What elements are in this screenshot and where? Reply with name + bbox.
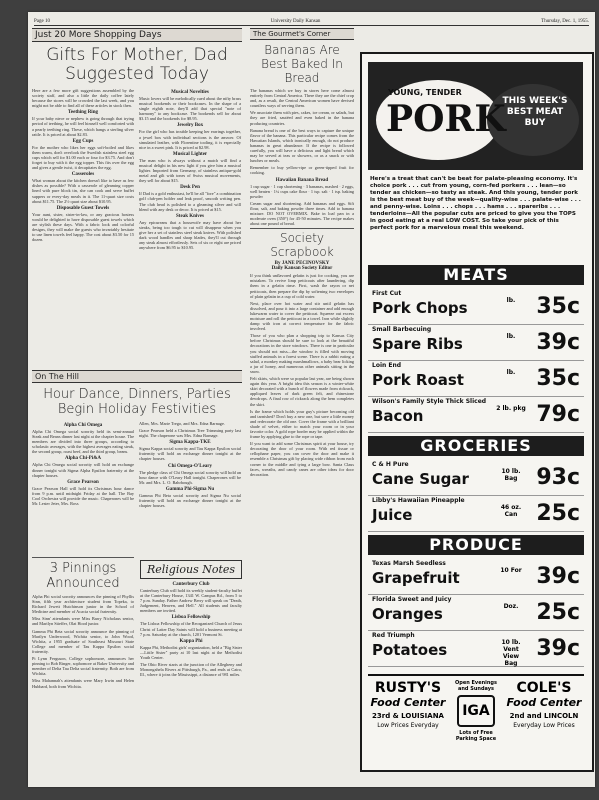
- hill-columns: [32, 421, 242, 510]
- item-unit: lb.: [506, 369, 516, 376]
- paragraph: We associate them with pies, cakes, ice cream, or salads, but they are fried, sautéed and even baked in the banana producing countries.: [250, 110, 354, 126]
- religious-section: [140, 560, 242, 679]
- item-note: Red Triumph: [372, 632, 415, 639]
- item-unit: 10 lb. Vent View Bag: [501, 639, 521, 667]
- item-price: 39c: [536, 564, 580, 589]
- item-name: Pork Chops: [372, 299, 468, 317]
- paragraph: Alpha Chi Omega social sorority will hold an exchange dinner tonight with Sigma Alpha Epsilon fraternity at the chapter houses.: [32, 462, 134, 478]
- subhead: Kappa Phi: [179, 638, 203, 644]
- headline-pork: PORK: [386, 98, 506, 140]
- pork-headline-art: [368, 62, 583, 170]
- store-rustys: [368, 680, 448, 729]
- item-name: Oranges: [372, 605, 443, 623]
- hill-section: [32, 370, 242, 510]
- gifts-columns: [32, 88, 242, 252]
- paragraph: For the girl who has trouble keeping her earrings together, a jewel box with individual sections is the answer. Of simulated leather, with Florentine tooling, it is especially nice in a sweet pink. It is priced at $2.98.: [139, 129, 241, 150]
- item-grapefruit: [368, 558, 584, 595]
- item-unit: 10 For: [500, 567, 522, 574]
- item-cane-sugar: [368, 459, 584, 496]
- shopping-banner: Just 20 More Shopping Days: [32, 28, 242, 42]
- paragraph: Alpha Chi Omega social sorority held its semi-annual Steak and Beans dinner last night at the chapter house. The members are divided into three groups, according to scholastic averages, with the highest averages eating steak, the second group, roast beef, and the third group, beans.: [32, 429, 134, 455]
- byline: By JANE PECINOVSKY: [274, 261, 330, 267]
- item-price: 93c: [536, 465, 580, 490]
- item-note: First Cut: [372, 290, 402, 297]
- page-number: Page 10: [34, 19, 50, 24]
- item-unit: 46 oz. Can: [500, 504, 522, 518]
- paragraph: Banana bread is one of the best ways to capture the unique flavor of the banana. This particular recipe comes from the Hawaiian Islands, which ironically enough, do not produce bananas in great abundance. If the recipe is followed carefully, you will have a delicious and light bread which may be served at teas or showers, or as a snack or with lunches or meals.: [250, 127, 354, 164]
- paragraph: Gamma Phi Beta social sorority and Sigma Nu social fraternity will hold an exchange dinner tonight at the chapter houses.: [139, 492, 241, 509]
- recipe-ingredients: 1 cup sugar · 1 cup shortening · 3 bananas, mashed · 2 eggs, well beaten · 1¼ cups cake flour · 1 tsp. salt · 1 tsp. baking powder: [250, 183, 354, 199]
- item-price: 35c: [536, 294, 580, 319]
- item-note: Wilson's Family Style Thick Sliced: [372, 398, 487, 405]
- item-price: 35c: [536, 366, 580, 391]
- store-coles: [504, 680, 584, 729]
- item-potatoes: [368, 630, 584, 667]
- item-note: C & H Pure: [372, 461, 409, 468]
- item-price: 25c: [536, 600, 580, 625]
- gourmet-banner: The Gourmet's Corner: [250, 28, 354, 40]
- item-price: 39c: [536, 330, 580, 355]
- section-groceries: GROCERIES: [368, 436, 584, 456]
- item-pork-roast: [368, 360, 584, 397]
- item-price: 79c: [536, 402, 580, 427]
- store-subtitle: Food Center: [506, 696, 582, 709]
- item-note: Libby's Hawaiian Pineapple: [372, 497, 465, 504]
- paragraph: Allen, Mrs. Marie Trego, and Mrs. Edna Barnage.: [139, 421, 225, 426]
- subhead: Chi Omega-O'Leary: [167, 463, 213, 469]
- subhead: Desk Pen: [180, 185, 200, 191]
- ad-intro: Here's a treat that can't be beat for palate-pleasing economy. It's choice pork . . . cut from young, corn-fed porkers . . . lean—so tender as chicken—so tasty as steak. And this young, tender pork is the best meat buy of the week—quality-wise . . . palate-wise . . . and penny-wise. Loins . . . chops . . . hams . . . spareribs . . . tenderloins—All the popular cuts are priced to give you the TOPS in good eating at a real LOW COST. So take your pick of this perfect pork for a marvelous meal this weekend.: [370, 176, 581, 231]
- subhead: Canterbury Club: [172, 582, 210, 587]
- masthead: University Daily Kansan: [270, 19, 321, 24]
- paragraph: Gamma Phi Beta social sorority announce the pinning of Marilyn Underwood, Wichita senior, to John Wood, Wichita, a 1955 graduate of Southeast Missouri State College and member of Tau Kappa Epsilon social fraternity.: [32, 628, 134, 654]
- item-price: 39c: [536, 636, 580, 661]
- left-section: [32, 28, 242, 252]
- subhead: Musical Lighter: [172, 151, 208, 157]
- paragraph: If you think unflavored gelatin is just for cooking, you are mistaken. To revive limp petticoats after laundering, dip them in a gelatin rinse. First, wash the rayon or net petticoats, then prepare the dip by softening two envelopes of plain gelatin in a cup of cold water.: [250, 273, 354, 299]
- item-name: Bacon: [372, 407, 424, 425]
- gifts-intro: Here are a few more gift suggestions assembled by the society staff, and also a little the daily coffee lately because the stores will be crowded the last week, and you might not be able to find all of these articles in stock then.: [32, 88, 134, 109]
- religious-headline: Religious Notes: [146, 563, 236, 576]
- store-subtitle: Food Center: [370, 696, 446, 709]
- headline-top: YOUNG, TENDER: [388, 88, 462, 97]
- paragraph: The pledge class of Chi Omega social sorority will hold an hour dance with O'Leary Hall tonight. Chaperones will be Mr. and Mrs. L. O. Bahrbough.: [139, 469, 241, 485]
- paragraph: Alpha Phi social sorority announces the pinning of Phyllis Sinn, fifth year architecture student from Topeka, to Richard Jewett Hutchinson junior in the School of Medicine and member of Acacia social fraternity.: [32, 594, 134, 615]
- paragraph: Miss Mahannah's attendants were Mary Irwin and Helen Hubbard, both from Wichita.: [32, 678, 134, 689]
- subhead: Musical Novelties: [171, 90, 209, 95]
- paragraph: Next, place over hot water and stir until gelatin has dissolved, and pour it into a large container and add enough lukewarm water to cover the petticoat. Squeeze out excess moisture and roll the petticoat in a towel. Iron while slightly damp with iron at correct temperature for the fabric involved.: [250, 300, 354, 332]
- subhead: Jewelry Box: [176, 123, 204, 129]
- subhead: Casseroles: [71, 172, 95, 178]
- store-name: COLE'S: [516, 680, 572, 696]
- subhead: Alpha Chi Omega: [63, 423, 103, 428]
- item-pork-chops: [368, 288, 584, 325]
- subhead: Disposable Guest Towels: [56, 205, 110, 211]
- paragraph: For the mother who likes her eggs soft-boiled and likes them warm, don't overlook the Swedish stainless steel egg cups which sell for $1.00 each or four for $3.75. And don't forget to buy with it the egg topper. This fits over the egg and gives a gentle twist, it decapitates the egg.: [32, 144, 134, 171]
- paragraph: Kappa Phi, Methodist girls' organization, held a "Big Sister—Little Sister" party at 10 last night at the Methodist Youth Center.: [140, 644, 242, 660]
- pinnings-section: [32, 555, 134, 691]
- paragraph: What woman about the kitchen doesn't like to have as few dishes as possible? With a casserole of gleaming copper lined with pure block tin, she can cook and serve buffet suppers or every-day meals in it. The 11-quart size costs about $11.75. The 2½ quart size about $10.95.: [32, 178, 134, 204]
- subhead: Gamma Phi-Sigma Nu: [165, 486, 215, 492]
- subhead: Egg Cups: [72, 138, 94, 144]
- item-note: Small Barbecuing: [372, 326, 432, 333]
- paragraph: Those of you who plan a shopping trip to Kansas City before Christmas should be sure to look at the beautiful decorations in the store windows. There is one in particular you should not miss—the window is filled with moving stuffed animals in a forest scene. There is a rabbit eating a salad, a monkey making marshmallows, a baby bear licking a jar of honey, and numerous other animals sitting in the snow.: [250, 333, 354, 374]
- issue-date: Thursday, Dec. 1, 1955.: [541, 19, 589, 24]
- paragraph: If Dad is a gold enthusiast, he'll be all "fore" a combination golf club-pen holder and leak proof, smooth writing pen. The club head is polished to a gleaming silver and will blend with any desk or decor. It is priced at $15.: [139, 191, 241, 212]
- religious-headline-box: [140, 560, 242, 579]
- section-produce: PRODUCE: [368, 535, 584, 555]
- paragraph: Pi Lynn Ferguson, College sophomore, announces her pinning to Bob Ringer, sophomore at Baker University and member of Delta Tau Delta social fraternity. Both are from Wichita.: [32, 656, 134, 677]
- subhead: Grace Pearson: [67, 479, 99, 485]
- store-address: 23rd & LOUISIANA: [372, 712, 444, 720]
- paragraph: Felt skirts, which were so popular last year, are being shown again this year. A bright idea this season is a winter-white skirt decorated with a bunch of flowers made from rickrack, appliqued leaves of dark green felt, and rhinestone dewdrops. A final row of rickrack along the hem completes the skirt.: [250, 376, 354, 407]
- subhead: Sigma Kappa-TKE: [169, 440, 211, 446]
- iga-block: [450, 680, 502, 742]
- headline-side: THIS WEEK'S BEST MEAT BUY: [502, 96, 568, 128]
- paragraph: The Lisboa Fellowship of the Reorganized Church of Jesus Christ of Latter Day Saints will hold a business meeting at 7 p.m. Saturday at the church, 1201 Vermont St.: [140, 621, 242, 637]
- item-unit: lb.: [506, 297, 516, 304]
- item-name: Cane Sugar: [372, 470, 469, 488]
- item-price: 25c: [536, 501, 580, 526]
- paragraph: Your aunt, sister, sister-in-law, or any gracious hostess would be delighted to have disposable guest towels which are stylish these days. With a fabric look and colorful designs, they will make the guests who invariably hesitate to use linen towels feel happy. The cost about $3.50 for 15 dozen.: [32, 211, 134, 243]
- paragraph: Is the frame which holds your guy's picture becoming old and tarnished? Don't buy a new one, but save a little money and redecorate the old one. Cover the frame with a brilliant shade of velvet, either to match your room or in your favorite color. A gold rope border may be applied within the frame by applying glue to the rope or tape.: [250, 408, 354, 440]
- paragraph: Sigma Kappa social sorority and Tau Kappa Epsilon social fraternity will hold an exchange dinner tonight at the chapter houses.: [139, 446, 241, 462]
- pinnings-headline: 3 Pinnings Announced: [46, 561, 120, 591]
- item-unit: 2 lb. pkg: [496, 405, 526, 412]
- item-unit: 10 lb. Bag: [501, 468, 521, 482]
- paragraph: Remember to buy yellow-ripe or green-tipped fruit for cooking.: [250, 165, 354, 176]
- paragraph: If your baby niece or nephew is going through that trying period of teething, he will feel himself well comforted with a pearly teething ring. These, which hangs a sterling silver rattle. It is priced at about $2.83.: [32, 116, 134, 137]
- item-name: Juice: [372, 506, 413, 524]
- subhead: Alpha Chi-Pi&A: [65, 456, 101, 462]
- paragraph: Miss Sinn' attendants were Miss Barry Nicholaus senior, and Marilyn Stieffer, Olat Hood junior.: [32, 616, 134, 627]
- store-tagline: Everyday Low Prices: [513, 722, 575, 729]
- paragraph: Grace Pearson held a Christmas Tree Trimming party last night. The chaperone was Mrs. Edna Barnage.: [139, 428, 241, 439]
- item-name: Potatoes: [372, 641, 448, 659]
- recipe-steps: Cream sugar and shortening. Add bananas and eggs. Sift flour, salt, and baking powder three times. Add to banana mixture. DO NOT OVERMIX. Bake in loaf pan in a moderate oven (350°) for 45-50 minutes. The recipe makes about one pound of bread.: [250, 200, 354, 227]
- grocery-advertisement: [360, 52, 594, 772]
- paragraph: The bananas which we buy in stores here come almost entirely from Central America. There they are the chief crop and, as a result, the Central American women have devised countless ways of serving them.: [250, 88, 354, 109]
- store-footer: [368, 674, 584, 764]
- subhead: Lisboa Fellowship: [171, 615, 211, 621]
- paragraph: Canterbury Club will hold its weekly student-faculty buffet at the Canterbury House, 1341 W. Campus Rd., from 5 to 7 p.m. Sunday. Father Andrew Berry will speak on "Death, Judgement, Heaven, and Hell." All students and faculty members are invited.: [140, 588, 242, 614]
- paragraph: Grace Pearson Hall will hold its Christmas hour dance from 9 p.m. until midnight Friday at the hall. The Bay Cool Orchestra will provide the music. Chaperones will be Mr. Lester Jeter, Mrs. Ross: [32, 485, 134, 507]
- store-name: RUSTY'S: [374, 680, 442, 696]
- item-unit: lb.: [506, 333, 516, 340]
- gifts-headline: Gifts For Mother, Dad Suggested Today: [46, 45, 228, 84]
- item-juice: [368, 495, 584, 532]
- subhead: Teething Ring: [68, 110, 98, 116]
- item-oranges: [368, 594, 584, 631]
- hill-banner: On The Hill: [32, 370, 242, 383]
- iga-logo: IGA: [457, 695, 495, 727]
- paragraph: If you want to add some Christmas spirit at your house, try decorating the door of your room. With red tissue or cellophane paper, you can cover the door and make it resemble a Christmas gift by placing wide ribbon from each corner to the middle and tying a large bow. Santa Claus faces, wreaths, and candy canes are other ideas for door decoration.: [250, 441, 354, 477]
- item-name: Spare Ribs: [372, 335, 463, 353]
- middle-section: [250, 28, 354, 479]
- item-note: Loin End: [372, 362, 402, 369]
- iga-parking: Lots of Free Parking Space: [455, 730, 497, 742]
- iga-hours: Open Evenings and Sundays: [455, 680, 497, 692]
- store-tagline: Low Prices Everyday: [377, 722, 439, 729]
- section-meats: MEATS: [368, 265, 584, 285]
- hill-headline: Hour Dance, Dinners, Parties Begin Holiday Festivities: [43, 387, 231, 417]
- item-note: Florida Sweet and Juicy: [372, 596, 452, 603]
- item-name: Pork Roast: [372, 371, 464, 389]
- paragraph: The Ohio River starts at the junction of the Allegheny and Monongahela Rivers at Pittsburgh, Pa., and ends at Cairo, Ill., where it joins the Mississippi, a distance of 981 miles.: [140, 662, 242, 678]
- item-unit: Doz.: [503, 603, 519, 610]
- page-header: [34, 19, 589, 26]
- store-address: 2nd and LINCOLN: [509, 712, 579, 720]
- item-note: Texas Marsh Seedless: [372, 560, 446, 567]
- item-bacon: [368, 396, 584, 433]
- recipe-title: Hawaiian Banana Bread: [275, 177, 329, 183]
- paragraph: Any epicureans that a housewife may have about her steaks, being too tough to cut will disappear when you give her a set of stainless steel steak knives. With polished dark wood handles and sharp blades, they'll cut through any steak almost effortlessly. Sets of six or eight are priced anywhere from $6.95 to $10.95.: [139, 219, 241, 251]
- paragraph: The man who is always without a match will find a musical delight in his new light if you give him a musical lighter. Imported from Germany, of stainless antique-gold metal and gilt with tones of Swiss musical movements, they sell for about $15.: [139, 157, 241, 184]
- byline-title: Daily Kansan Society Editor: [271, 266, 333, 272]
- paragraph: Music lovers will be melodically cued about the nifty brass musical bookends or their bookcases. In the shape of a single eighth note, they'll add that special "note of harmony" to any bookcase. The bookends sell for about $3.15 and the bookends for $8.95.: [139, 96, 241, 122]
- item-spare-ribs: [368, 324, 584, 361]
- bananas-headline: Bananas Are Best Baked In Bread: [261, 43, 343, 85]
- item-name: Grapefruit: [372, 569, 460, 587]
- scrapbook-headline: Society Scrapbook: [270, 231, 334, 260]
- subhead: Steak Knives: [176, 213, 204, 219]
